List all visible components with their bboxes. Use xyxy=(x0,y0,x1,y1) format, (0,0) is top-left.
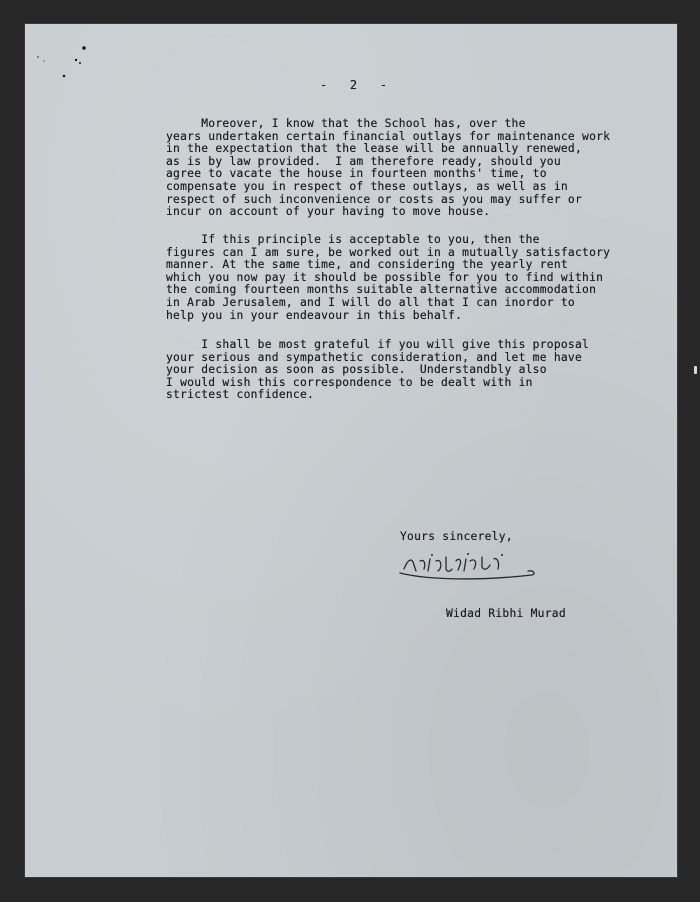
signatory-name: Widad Ribhi Murad xyxy=(446,607,566,620)
page-number: - 2 - xyxy=(320,78,388,92)
paragraph-1: Moreover, I know that the School has, over the years undertaken certain financial outlays for maintenance work in the expectation that the lease will be annually renewed, as is by law provided. I am therefore ready, should you agree to vacate the house in fourteen months' time, to compensate you in respect of these outlays, as well as in respect of such inconvenience or costs as you may suffer or incur on account of your having to move house. xyxy=(166,117,611,219)
handwritten-signature xyxy=(398,547,538,583)
ink-specks xyxy=(34,43,94,83)
paragraph-2: If this principle is acceptable to you, then the figures can I am sure, be worked out in a mutually satisfactory manner. At the same time, and considering the yearly rent which you now pay it should be possible for you to find within the coming fourteen months suitable alternative accommodation in Arab Jerusalem, and I will do all that I can inordor to help you in your endeavour in this behalf. xyxy=(166,233,611,322)
paragraph-3: I shall be most grateful if you will give this proposal your serious and sympathetic consideration, and let me have your decision as soon as possible. Understandbly also I would wish this correspondence to be dealt with in strictest confidence. xyxy=(166,338,590,402)
letter-page xyxy=(24,23,678,878)
closing-salutation: Yours sincerely, xyxy=(400,530,513,543)
edge-mark xyxy=(694,366,697,374)
